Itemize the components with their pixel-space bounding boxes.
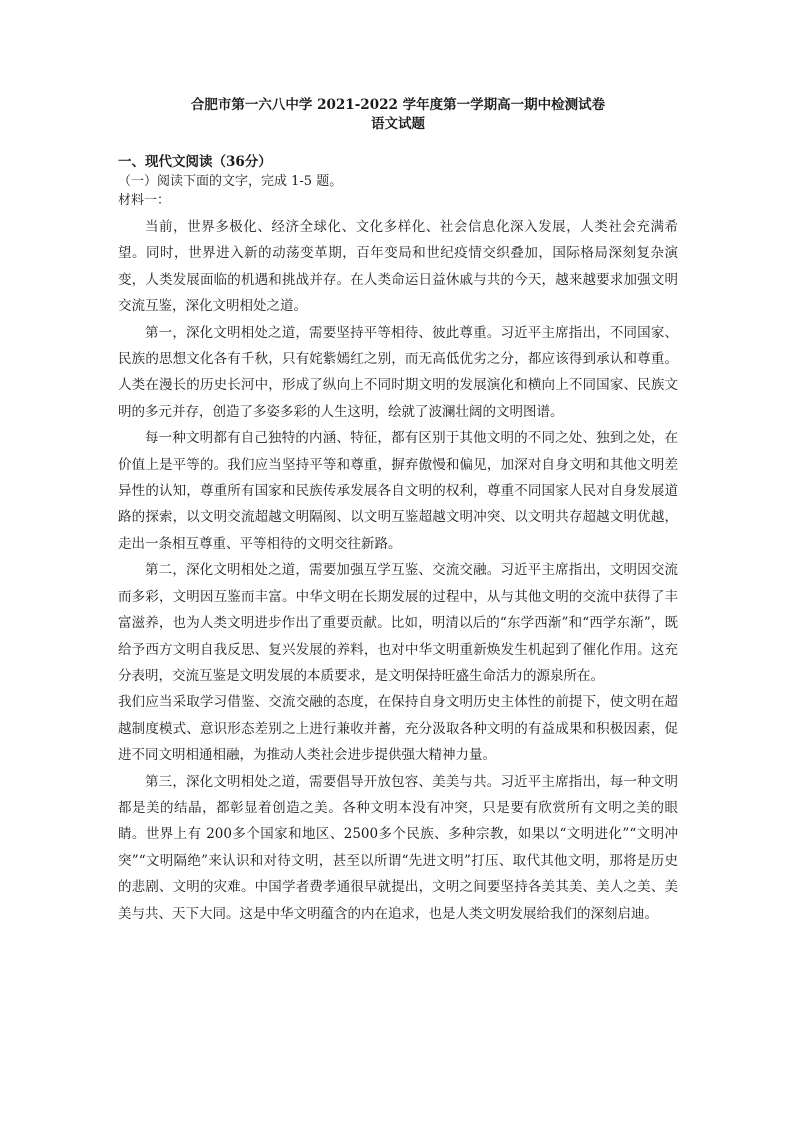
paragraph: 我们应当采取学习借鉴、交流交融的态度，在保持自身文明历史主体性的前提下，使文明在超越制度模式、意识形态差别之上进行兼收并蓄，充分汲取各种文明的有益成果和积极因素，促进不同文明相通相融，为推动人类社会进步提供强大精神力量。 [118, 694, 678, 764]
paragraph: 第一，深化文明相处之道，需要坚持平等相待、彼此尊重。习近平主席指出，不同国家、民族的思想文化各有千秋，只有姹紫嫣红之别，而无高低优劣之分，都应该得到承认和尊重。人类在漫长的历史长河中，形成了纵向上不同时期文明的发展演化和横向上不同国家、民族文明的多元并存，创造了多姿多彩的人生这明，绘就了波澜壮阔的文明图谱。 [118, 324, 678, 420]
document-page [118, 96, 678, 927]
question-instruction: （一）阅读下面的文字，完成 1-5 题。 [118, 174, 343, 189]
section-heading: 一、现代文阅读（36分） [118, 154, 272, 170]
paragraph: 第二，深化文明相处之道，需要加强互学互鉴、交流交融。习近平主席指出，文明因交流而多彩，文明因互鉴而丰富。中华文明在长期发展的过程中，从与其他文明的交流中获得了丰富滋养，也为人类文明进步作出了重要贡献。比如，明清以后的“东学西渐”和“西学东渐”，既给予西方文明自我反思、复兴发展的养料，也对中华文明重新焕发生机起到了催化作用。这充分表明，交流互鉴是文明发展的本质要求，是文明保持旺盛生命活力的源泉所在。 [118, 562, 678, 684]
document-subtitle: 语文试题 [371, 116, 425, 132]
material-label: 材料一： [118, 193, 171, 208]
paragraph: 每一种文明都有自己独特的内涵、特征，都有区别于其他文明的不同之处、独到之处，在价值上是平等的。我们应当坚持平等和尊重，摒弃傲慢和偏见，加深对自身文明和其他文明差异性的认知，尊重所有国家和民族传承发展各自文明的权利，尊重不同国家人民对自身发展道路的探索，以文明交流超越文明隔阂、以文明互鉴超越文明冲突、以文明共存超越文明优越，走出一条相互尊重、平等相待的文明交往新路。 [118, 430, 678, 552]
paragraph: 当前，世界多极化、经济全球化、文化多样化、社会信息化深入发展，人类社会充满希望。同时，世界进入新的动荡变革期，百年变局和世纪疫情交织叠加，国际格局深刻复杂演变，人类发展面临的机遇和挑战并存。在人类命运日益休戚与共的今天，越来越要求加强文明交流互鉴，深化文明相处之道。 [118, 219, 678, 315]
document-title: 合肥市第一六八中学 2021-2022 学年度第一学期高一期中检测试卷 [190, 97, 606, 113]
paragraph: 第三，深化文明相处之道，需要倡导开放包容、美美与共。习近平主席指出，每一种文明都是美的结晶，都彰显着创造之美。各种文明本没有冲突，只是要有欣赏所有文明之美的眼睛。世界上有 200多个国家和地区、2500多个民族、多种宗教，如果以“文明进化”“文明冲突”“文明隔绝”来认识和对待文明，甚至以所谓“先进文明”打压、取代其他文明，那将是历史的悲剧、文明的灾难。中国学者费孝通很早就提出，文明之间要坚持各美其美、美人之美、美美与共、天下大同。这是中华文明蕴含的内在追求，也是人类文明发展给我们的深刻启迪。 [118, 773, 678, 922]
